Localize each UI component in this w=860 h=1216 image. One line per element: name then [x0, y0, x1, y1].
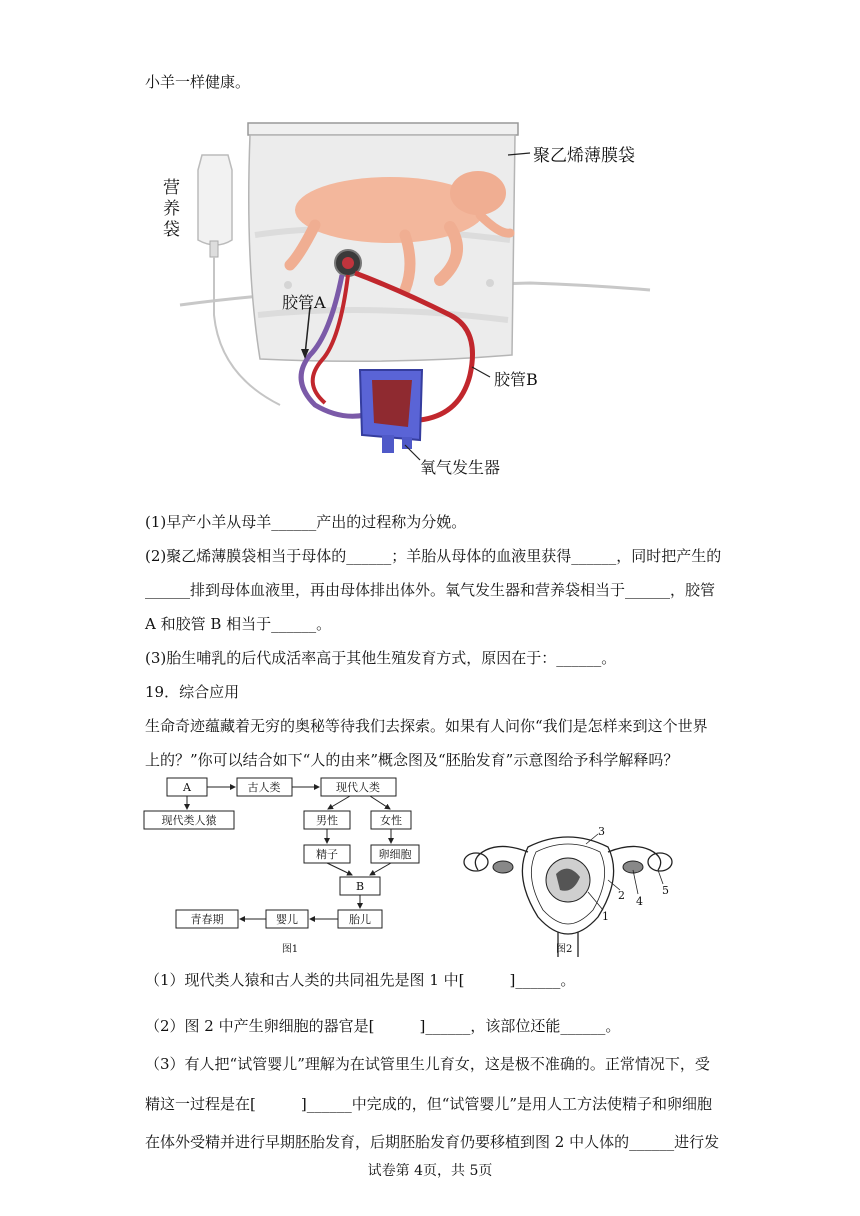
- figure1-concept-map: [140, 772, 412, 962]
- label-oxygen: 氧气发生器: [420, 458, 501, 477]
- node-infant: 婴儿: [276, 913, 298, 926]
- marker-3: 3: [598, 825, 605, 838]
- label-tube-a: 胶管A: [282, 293, 326, 312]
- marker-4: 4: [636, 895, 643, 908]
- q19-sub3-line1: （3）有人把“试管婴儿”理解为在试管里生儿育女，这是极不准确的。正常情况下，受: [145, 1055, 710, 1073]
- q19-sub2: （2）图 2 中产生卵细胞的器官是[ ]______，该部位还能______。: [145, 1017, 621, 1035]
- label-bag: 聚乙烯薄膜袋: [533, 146, 635, 166]
- q19-sub3-line3: 在体外受精并进行早期胚胎发育，后期胚胎发育仍要移植到图 2 中人体的______进行发: [145, 1133, 720, 1151]
- node-modern-apes: 现代类人猿: [161, 814, 217, 827]
- figure2-caption: 图2: [556, 944, 573, 955]
- label-tube-b: 胶管B: [494, 370, 538, 389]
- label-nutrient-2: 养: [163, 199, 180, 219]
- node-b: B: [355, 880, 365, 893]
- node-fetus: 胎儿: [349, 913, 371, 926]
- q19-sub3-line2: 精这一过程是在[ ]______中完成的，但“试管婴儿”是用人工方法使精子和卵细胞: [145, 1095, 713, 1113]
- node-puberty: 青春期: [190, 913, 224, 926]
- q19-sub1: （1）现代类人猿和古人类的共同祖先是图 1 中[ ]______。: [145, 971, 576, 989]
- node-sperm: 精子: [316, 848, 338, 861]
- node-female: 女性: [380, 814, 402, 827]
- q18-part1: (1)早产小羊从母羊______产出的过程称为分娩。: [145, 513, 467, 531]
- q19-heading: 19．综合应用: [145, 683, 240, 701]
- artificial-womb-figure: [150, 115, 670, 490]
- intro-tail-text: 小羊一样健康。: [145, 73, 251, 91]
- q18-part3: (3)胎生哺乳的后代成活率高于其他生殖发育方式，原因在于：______。: [145, 649, 617, 667]
- marker-2: 2: [618, 889, 625, 902]
- node-modern-humans: 现代人类: [336, 781, 380, 794]
- marker-1: 1: [602, 910, 609, 923]
- figure1-caption: 图1: [281, 944, 299, 955]
- page-footer: 试卷第 4页，共 5页: [367, 1163, 493, 1179]
- node-egg: 卵细胞: [378, 848, 412, 861]
- q19-intro-line1: 生命奇迹蕴藏着无穷的奥秘等待我们去探索。如果有人问你“我们是怎样来到这个世界: [145, 717, 708, 735]
- oxygen-generator-icon: [360, 370, 422, 453]
- q18-part2-line1: (2)聚乙烯薄膜袋相当于母体的______；羊胎从母体的血液里获得______，同时把产生的: [145, 547, 722, 565]
- label-nutrient-1: 营: [163, 178, 180, 198]
- node-male: 男性: [316, 814, 338, 827]
- node-a: A: [183, 781, 191, 794]
- fetus-icon: [546, 858, 590, 902]
- figure2-uterus-diagram: [458, 822, 698, 962]
- node-ancient-humans: 古人类: [247, 781, 281, 794]
- q18-part2-line2: ______排到母体血液里，再由母体排出体外。氧气发生器和营养袋相当于______，胶管: [145, 581, 716, 599]
- label-nutrient-3: 袋: [163, 220, 180, 240]
- q18-part2-line3: A 和胶管 B 相当于______。: [145, 615, 332, 633]
- marker-5: 5: [662, 884, 669, 897]
- q19-intro-line2: 上的？”你可以结合如下“人的由来”概念图及“胚胎发育”示意图给予科学解释吗？: [145, 751, 679, 769]
